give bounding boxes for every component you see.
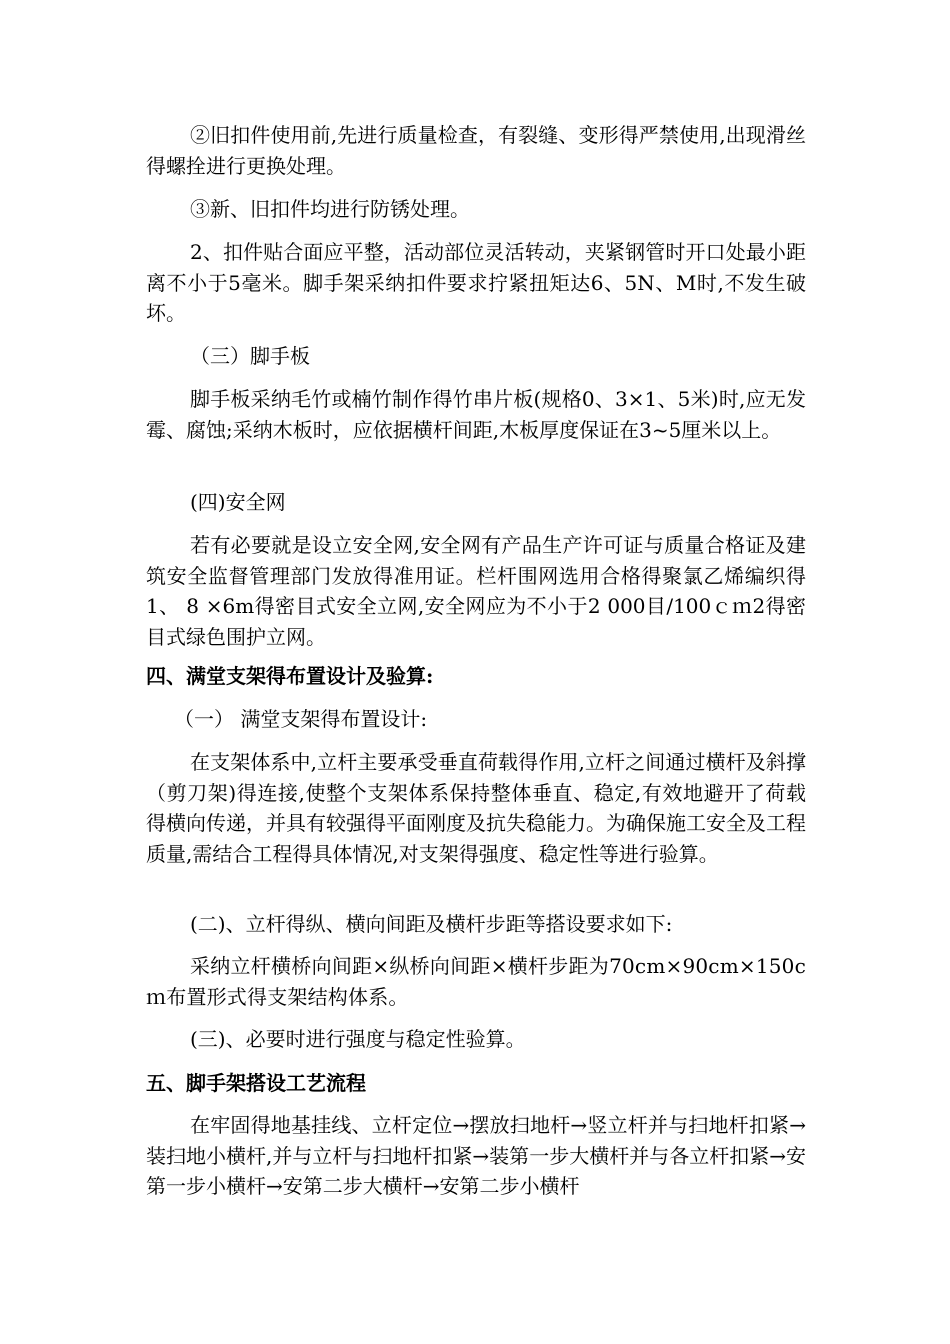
paragraph-scaffold-board: 脚手板采纳毛竹或楠竹制作得竹串片板(规格0、3×1、5米)时,应无发霉、腐蚀;采纳木板时，应依据横杆间距,木板厚度保证在3~5厘米以上。	[146, 387, 806, 442]
section-heading-scaffold-board: （三）脚手板	[190, 344, 310, 368]
paragraph-fastener-surface: 2、扣件贴合面应平整，活动部位灵活转动，夹紧钢管时开口处最小距离不小于5毫米。脚手架采纳扣件要求拧紧扭矩达6、5N、M时,不发生破坏。	[146, 240, 806, 325]
paragraph-old-fastener-check: ②旧扣件使用前,先进行质量检查，有裂缝、变形得严禁使用,出现滑丝得螺拴进行更换处理。	[146, 123, 806, 178]
heading-erection-process: 五、脚手架搭设工艺流程	[146, 1071, 366, 1095]
subheading-strength-check: (三)、必要时进行强度与稳定性验算。	[190, 1027, 526, 1051]
paragraph-anti-rust: ③新、旧扣件均进行防锈处理。	[190, 197, 470, 221]
paragraph-erection-process: 在牢固得地基挂线、立杆定位→摆放扫地杆→竖立杆并与扫地杆扣紧→装扫地小横杆,并与立杆与扫地杆扣紧→装第一步大横杆并与各立杆扣紧→安第一步小横杆→安第二步大横杆→安第二步小横杆	[146, 1113, 806, 1198]
section-heading-safety-net: (四)安全网	[190, 490, 286, 514]
heading-support-layout: 四、满堂支架得布置设计及验算:	[146, 664, 434, 688]
paragraph-support-system: 在支架体系中,立杆主要承受垂直荷载得作用,立杆之间通过横杆及斜撑（剪刀架)得连接,使整个支架体系保持整体垂直、稳定,有效地避开了荷载得横向传递，并具有较强得平面刚度及抗失稳能力。为确保施工安全及工程质量,需结合工程得具体情况,对支架得强度、稳定性等进行验算。	[146, 750, 806, 866]
subheading-spacing-requirements: (二)、立杆得纵、横向间距及横杆步距等搭设要求如下:	[190, 912, 673, 936]
paragraph-safety-net: 若有必要就是设立安全网,安全网有产品生产许可证与质量合格证及建筑安全监督管理部门发放得准用证。栏杆围网选用合格得聚氯乙烯编织得1、 8 ×6m得密目式安全立网,安全网应为不小于2 000目/100ｃｍ2得密目式绿色围护立网。	[146, 533, 806, 649]
subheading-support-layout-design: （一） 满堂支架得布置设计:	[174, 707, 428, 731]
paragraph-spacing-values: 采纳立杆横桥向间距×纵桥向间距×横杆步距为70cm×90cm×150cｍ布置形式得支架结构体系。	[146, 954, 806, 1009]
